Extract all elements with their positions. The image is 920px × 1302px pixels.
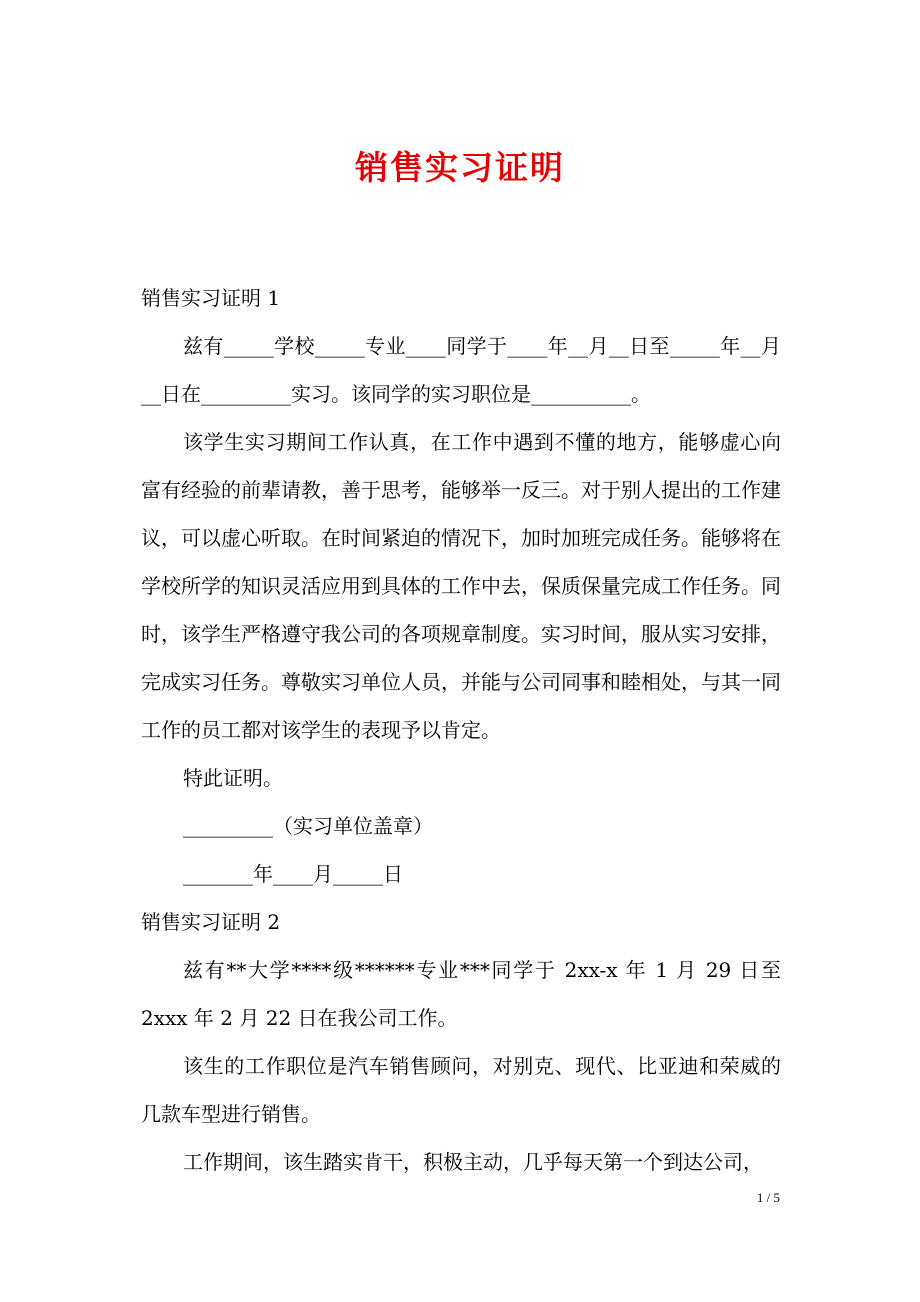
section-heading-2: 销售实习证明 2 [141,910,281,934]
paragraph-evaluation-1: 该学生实习期间工作认真，在工作中遇到不懂的地方，能够虚心向富有经验的前辈请教，善于思考，能够举一反三。对于别人提出的工作建议，可以虚心听取。在时间紧迫的情况下，加时加班完成任务。能够将在学校所学的知识灵活应用到具体的工作中去，保质保量完成工作任务。同时，该学生严格遵守我公司的各项规章制度。实习时间，服从实习安排，完成实习任务。尊敬实习单位人员，并能与公司同事和睦相处，与其一同工作的员工都对该学生的表现予以肯定。 [141,430,781,742]
paragraph-seal: _________（实习单位盖章） [183,814,433,838]
paragraph-certify: 特此证明。 [183,766,283,790]
paragraph-intro-2: 兹有**大学****级******专业***同学于 2xx-x 年 1 月 29 日至 2xxx 年 2 月 22 日在我公司工作。 [141,958,781,1030]
paragraph-intro-1: 兹有_____学校_____专业____同学于____年__月__日至_____年__月__日在_________实习。该同学的实习职位是__________。 [141,334,781,406]
paragraph-position-2: 该生的工作职位是汽车销售顾问，对别克、现代、比亚迪和荣威的几款车型进行销售。 [141,1054,781,1126]
section-heading-1: 销售实习证明 1 [141,286,281,310]
document-title: 销售实习证明 [355,148,565,187]
paragraph-work-2: 工作期间，该生踏实肯干，积极主动，几乎每天第一个到达公司， [183,1150,763,1174]
page-number: 1 / 5 [756,1190,780,1205]
paragraph-date: _______年____月_____日 [183,862,403,886]
document-body [141,274,781,1186]
